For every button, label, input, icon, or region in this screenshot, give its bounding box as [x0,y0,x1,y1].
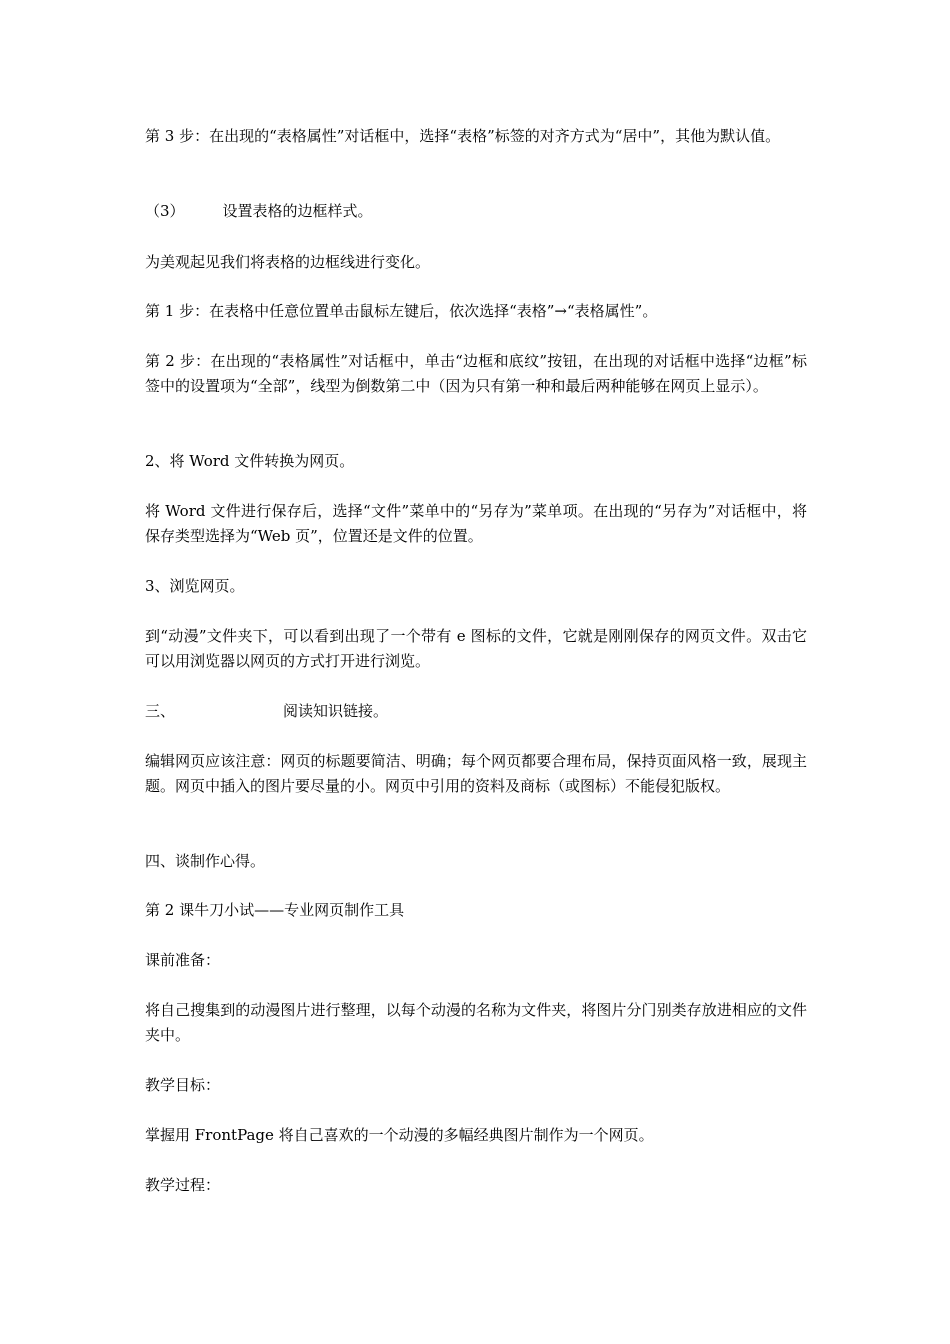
paragraph-open-folder: 到“动漫”文件夹下，可以看到出现了一个带有 e 图标的文件，它就是刚刚保存的网页文件。双击它可以用浏览器以网页的方式打开进行浏览。 [145,627,807,670]
paragraph-goals-body: 掌握用 FrontPage 将自己喜欢的一个动漫的多幅经典图片制作为一个网页。 [145,1126,654,1144]
paragraph-lesson2-title: 第 2 课牛刀小试——专业网页制作工具 [145,901,405,919]
list-text: 阅读知识链接。 [283,702,389,720]
paragraph-save-as: 将 Word 文件进行保存后，选择“文件”菜单中的“另存为”菜单项。在出现的“另存为”对话框中，将保存类型选择为“Web 页”，位置还是文件的位置。 [145,502,807,545]
paragraph-step1-select: 第 1 步：在表格中任意位置单击鼠标左键后，依次选择“表格”→“表格属性”。 [145,302,658,320]
list-text: 设置表格的边框样式。 [222,202,373,220]
paragraph-browse-heading: 3、浏览网页。 [145,577,245,595]
paragraph-border-intro: 为美观起见我们将表格的边框线进行变化。 [145,253,431,271]
paragraph-preparation-body: 将自己搜集到的动漫图片进行整理，以每个动漫的名称为文件夹，将图片分门别类存放进相应的文件夹中。 [145,1001,807,1044]
paragraph-convert-heading: 2、将 Word 文件转换为网页。 [145,452,355,470]
list-marker: （3） [145,202,185,220]
list-item-reading [145,699,807,724]
paragraph-process-heading: 教学过程： [145,1176,221,1194]
paragraph-goals-heading: 教学目标： [145,1076,221,1094]
paragraph-preparation-heading: 课前准备： [145,951,221,969]
list-item-border-style [145,199,807,224]
paragraph-step2-borders: 第 2 步：在出现的“表格属性”对话框中，单击“边框和底纹”按钮，在出现的对话框中选择“边框”标签中的设置项为“全部”，线型为倒数第二中（因为只有第一种和最后两种能够在网页上显示）。 [145,352,807,395]
paragraph-reflection-heading: 四、谈制作心得。 [145,852,266,870]
list-marker: 三、 [145,702,176,720]
paragraph-step3-alignment: 第 3 步：在出现的“表格属性”对话框中，选择“表格”标签的对齐方式为“居中”，其他为默认值。 [145,127,781,145]
paragraph-editing-notes: 编辑网页应该注意：网页的标题要简洁、明确；每个网页都要合理布局，保持页面风格一致，展现主题。网页中插入的图片要尽量的小。网页中引用的资料及商标（或图标）不能侵犯版权。 [145,752,807,795]
